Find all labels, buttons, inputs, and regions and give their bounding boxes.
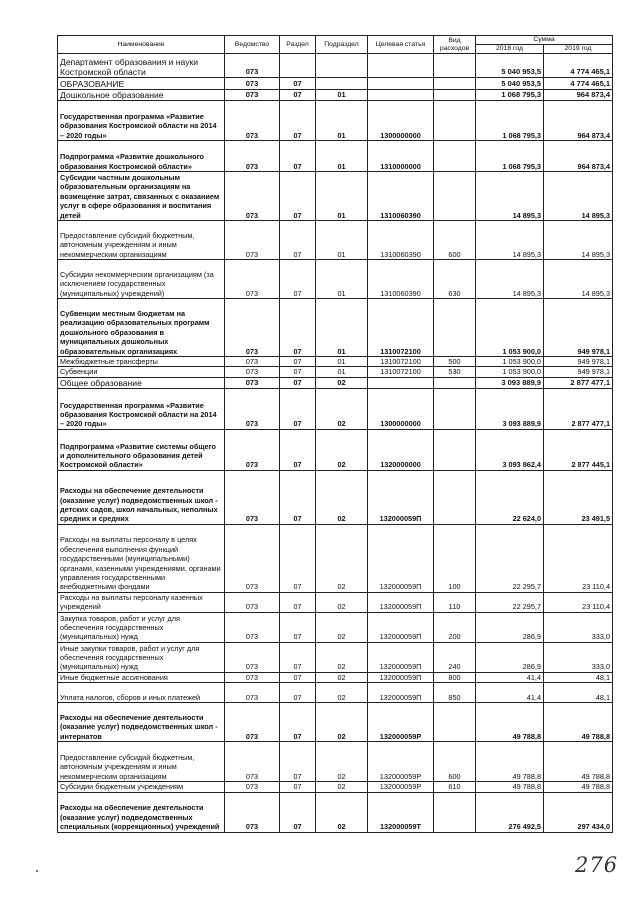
cell-raz: 07 [280,101,316,141]
cell-s2018: 3 093 889,9 [476,377,544,388]
cell-vr [434,377,476,388]
cell-cs: 1300000000 [368,388,434,429]
header-name: Наименование [58,36,225,54]
cell-vr: 850 [434,683,476,703]
cell-name: Государственная программа «Развитие образования Костромской области на 2014 – 2020 годы» [58,388,225,429]
cell-s2018: 3 093 889,9 [476,388,544,429]
cell-raz: 07 [280,470,316,524]
cell-s2019: 2 877 477,1 [544,388,613,429]
cell-s2018: 22 295,7 [476,524,544,592]
cell-vr [434,141,476,172]
cell-vr: 100 [434,524,476,592]
cell-cs [368,54,434,78]
cell-raz: 07 [280,388,316,429]
cell-name: Государственная программа «Развитие образования Костромской области на 2014 – 2020 годы» [58,101,225,141]
cell-raz: 07 [280,377,316,388]
cell-cs [368,377,434,388]
table-row [58,172,613,221]
cell-cs: 1310060390 [368,221,434,260]
table-row [58,470,613,524]
cell-vr [434,388,476,429]
cell-pod: 02 [316,672,368,682]
cell-s2018: 5 040 953,5 [476,54,544,78]
table-body [58,54,613,833]
cell-pod: 02 [316,470,368,524]
cell-ved: 073 [225,357,280,367]
cell-pod: 02 [316,429,368,470]
cell-vr [434,703,476,742]
cell-cs: 132000059П [368,524,434,592]
header-sum: Сумма [476,36,613,45]
cell-s2018: 1 053 900,0 [476,357,544,367]
cell-s2018: 286,9 [476,612,544,642]
cell-name: Общее образование [58,377,225,388]
cell-ved: 073 [225,742,280,782]
table-row [58,388,613,429]
table-row [58,78,613,90]
page-number: 276 [575,853,619,877]
cell-vr [434,470,476,524]
cell-pod: 02 [316,592,368,612]
cell-ved: 073 [225,172,280,221]
cell-name: Расходы на выплаты персоналу в целях обеспечения выполнения функций государственными (муниципальными) органами, казенными учреждениями, органами управления государственными внебюджетными фондами [58,524,225,592]
cell-raz: 07 [280,782,316,792]
table-row [58,703,613,742]
cell-pod: 01 [316,357,368,367]
cell-name: Иные бюджетные ассигнования [58,672,225,682]
header-razdel: Раздел [280,36,316,54]
cell-raz: 07 [280,742,316,782]
cell-cs: 132000059Р [368,742,434,782]
cell-name: Расходы на обеспечение деятельности (оказание услуг) подведомственных школ - интернатов [58,703,225,742]
cell-vr: 600 [434,221,476,260]
cell-vr: 110 [434,592,476,612]
cell-vr [434,429,476,470]
cell-vr: 600 [434,742,476,782]
cell-s2018: 14 895,3 [476,260,544,299]
cell-cs: 1310060390 [368,260,434,299]
header-2018: 2018 год [476,45,544,54]
cell-cs: 1300000000 [368,101,434,141]
cell-ved: 073 [225,78,280,90]
cell-ved: 073 [225,388,280,429]
cell-s2019: 333,0 [544,642,613,672]
cell-cs: 132000059Р [368,703,434,742]
cell-name: Предоставление субсидий бюджетным, автономным учреждениям и иным некоммерческим организациям [58,742,225,782]
table-row [58,429,613,470]
cell-s2019: 14 895,3 [544,221,613,260]
cell-vr: 610 [434,782,476,792]
cell-cs: 132000059П [368,470,434,524]
cell-s2018: 5 040 953,5 [476,78,544,90]
cell-name: Субвенции местным бюджетам на реализацию образовательных программ дошкольного образования в муниципальных дошкольных образовательных организациях [58,299,225,357]
budget-sheet [57,35,613,833]
cell-vr: 200 [434,612,476,642]
cell-ved: 073 [225,90,280,101]
cell-pod: 02 [316,388,368,429]
cell-s2019: 23 110,4 [544,592,613,612]
table-row [58,357,613,367]
cell-s2019: 4 774 465,1 [544,54,613,78]
cell-s2019: 48,1 [544,672,613,682]
cell-pod: 01 [316,90,368,101]
cell-pod: 02 [316,683,368,703]
cell-s2018: 49 788,8 [476,742,544,782]
cell-ved: 073 [225,260,280,299]
cell-ved: 073 [225,672,280,682]
cell-s2018: 286,9 [476,642,544,672]
cell-pod: 01 [316,172,368,221]
cell-pod [316,54,368,78]
cell-s2018: 3 093 862,4 [476,429,544,470]
cell-name: Расходы на обеспечение деятельности (оказание услуг) подведомственных школ - детских садов, школ начальных, неполных средних и средних [58,470,225,524]
cell-pod: 01 [316,101,368,141]
header-vid: Вид расходов [434,36,476,54]
cell-raz: 07 [280,612,316,642]
cell-raz: 07 [280,78,316,90]
scan-dot [36,870,38,872]
cell-cs [368,90,434,101]
cell-name: Предоставление субсидий бюджетным, автономным учреждениям и иным некоммерческим организациям [58,221,225,260]
cell-cs: 1310072100 [368,299,434,357]
cell-name: Уплата налогов, сборов и иных платежей [58,683,225,703]
table-row [58,299,613,357]
cell-ved: 073 [225,524,280,592]
table-header [58,36,613,54]
cell-pod: 01 [316,260,368,299]
budget-table [57,35,613,833]
cell-s2018: 1 068 795,3 [476,90,544,101]
cell-raz: 07 [280,672,316,682]
cell-s2019: 964 873,4 [544,141,613,172]
cell-ved: 073 [225,683,280,703]
cell-s2019: 2 877 445,1 [544,429,613,470]
cell-ved: 073 [225,612,280,642]
cell-s2019: 48,1 [544,683,613,703]
cell-s2018: 49 788,8 [476,703,544,742]
cell-s2018: 41,4 [476,683,544,703]
cell-cs: 1310072100 [368,357,434,367]
cell-cs: 132000059П [368,642,434,672]
cell-s2019: 949 978,1 [544,367,613,377]
cell-ved: 073 [225,367,280,377]
cell-ved: 073 [225,141,280,172]
cell-pod: 01 [316,221,368,260]
cell-cs: 132000059П [368,683,434,703]
cell-cs: 1310072100 [368,367,434,377]
cell-name: Субсидии некоммерческим организациям (за исключением государственных (муниципальных) учреждений) [58,260,225,299]
table-row [58,377,613,388]
cell-pod: 02 [316,642,368,672]
cell-s2018: 22 624,0 [476,470,544,524]
table-row [58,90,613,101]
cell-ved: 073 [225,592,280,612]
cell-s2019: 23 491,5 [544,470,613,524]
header-podrazdel: Подраздел [316,36,368,54]
cell-ved: 073 [225,377,280,388]
cell-vr [434,78,476,90]
table-row [58,101,613,141]
table-row [58,642,613,672]
table-row [58,221,613,260]
table-row [58,141,613,172]
cell-vr: 630 [434,260,476,299]
cell-name: Подпрограмма «Развитие дошкольного образования Костромской области» [58,141,225,172]
cell-s2018: 1 068 795,3 [476,101,544,141]
cell-pod: 02 [316,792,368,832]
cell-s2018: 22 295,7 [476,592,544,612]
cell-name: Дошкольное образование [58,90,225,101]
cell-ved: 073 [225,299,280,357]
cell-ved: 073 [225,792,280,832]
cell-raz: 07 [280,683,316,703]
table-row [58,54,613,78]
cell-ved: 073 [225,470,280,524]
cell-ved: 073 [225,429,280,470]
cell-s2019: 949 978,1 [544,357,613,367]
cell-s2018: 49 788,8 [476,782,544,792]
cell-raz: 07 [280,524,316,592]
cell-raz: 07 [280,429,316,470]
cell-s2019: 2 877 477,1 [544,377,613,388]
cell-raz [280,54,316,78]
cell-cs: 132000059Т [368,792,434,832]
header-2019: 2019 год [544,45,613,54]
cell-s2019: 964 873,4 [544,101,613,141]
cell-name: Расходы на обеспечение деятельности (оказание услуг) подведомственных специальных (коррекционных) учреждений [58,792,225,832]
cell-pod [316,78,368,90]
cell-name: Межбюджетные трансферты [58,357,225,367]
cell-name: Субвенции [58,367,225,377]
cell-ved: 073 [225,703,280,742]
cell-cs: 132000059П [368,592,434,612]
cell-raz: 07 [280,172,316,221]
table-row [58,524,613,592]
cell-s2019: 14 895,3 [544,260,613,299]
cell-pod: 01 [316,141,368,172]
table-row [58,792,613,832]
cell-raz: 07 [280,703,316,742]
table-row [58,782,613,792]
cell-name: Расходы на выплаты персоналу казенных учреждений [58,592,225,612]
cell-s2019: 4 774 465,1 [544,78,613,90]
cell-name: Закупка товаров, работ и услуг для обеспечения государственных (муниципальных) нужд [58,612,225,642]
cell-vr [434,90,476,101]
cell-pod: 01 [316,299,368,357]
table-row [58,592,613,612]
cell-s2018: 41,4 [476,672,544,682]
cell-pod: 02 [316,742,368,782]
table-row [58,367,613,377]
table-row [58,742,613,782]
cell-vr: 500 [434,357,476,367]
cell-name: Департамент образования и науки Костромской области [58,54,225,78]
cell-s2019: 964 873,4 [544,90,613,101]
cell-raz: 07 [280,221,316,260]
cell-ved: 073 [225,54,280,78]
cell-vr [434,172,476,221]
cell-s2019: 949 978,1 [544,299,613,357]
cell-pod: 02 [316,524,368,592]
cell-name: Субсидии бюджетным учреждениям [58,782,225,792]
cell-vr [434,792,476,832]
cell-vr: 530 [434,367,476,377]
cell-raz: 07 [280,642,316,672]
cell-s2018: 1 053 900,0 [476,299,544,357]
cell-ved: 073 [225,221,280,260]
cell-s2019: 333,0 [544,612,613,642]
cell-pod: 01 [316,367,368,377]
cell-s2018: 14 895,3 [476,221,544,260]
cell-raz: 07 [280,90,316,101]
cell-raz: 07 [280,260,316,299]
cell-s2018: 1 068 795,3 [476,141,544,172]
cell-raz: 07 [280,792,316,832]
table-row [58,260,613,299]
cell-raz: 07 [280,141,316,172]
cell-s2018: 14 895,3 [476,172,544,221]
cell-pod: 02 [316,782,368,792]
cell-pod: 02 [316,703,368,742]
cell-s2018: 276 492,5 [476,792,544,832]
cell-vr: 240 [434,642,476,672]
cell-s2019: 297 434,0 [544,792,613,832]
cell-s2019: 14 895,3 [544,172,613,221]
cell-raz: 07 [280,299,316,357]
table-row [58,683,613,703]
cell-cs: 1310060390 [368,172,434,221]
cell-vr [434,299,476,357]
cell-s2018: 1 053 900,0 [476,367,544,377]
cell-raz: 07 [280,592,316,612]
cell-raz: 07 [280,367,316,377]
cell-s2019: 49 788,8 [544,742,613,782]
cell-ved: 073 [225,642,280,672]
header-vedomstvo: Ведомство [225,36,280,54]
cell-vr [434,101,476,141]
cell-cs: 1310000000 [368,141,434,172]
cell-name: Подпрограмма «Развитие системы общего и дополнительного образования детей Костромской области» [58,429,225,470]
cell-pod: 02 [316,612,368,642]
cell-cs: 132000059Р [368,782,434,792]
cell-vr [434,54,476,78]
header-target: Целевая статья [368,36,434,54]
cell-s2019: 49 788,8 [544,782,613,792]
cell-ved: 073 [225,782,280,792]
cell-raz: 07 [280,357,316,367]
cell-cs: 1320000000 [368,429,434,470]
cell-name: Иные закупки товаров, работ и услуг для обеспечения государственных (муниципальных) нужд [58,642,225,672]
cell-ved: 073 [225,101,280,141]
cell-s2019: 23 110,4 [544,524,613,592]
cell-name: ОБРАЗОВАНИЕ [58,78,225,90]
table-row [58,672,613,682]
cell-pod: 02 [316,377,368,388]
cell-s2019: 49 788,8 [544,703,613,742]
cell-cs [368,78,434,90]
cell-cs: 132000059П [368,672,434,682]
table-row [58,612,613,642]
cell-cs: 132000059П [368,612,434,642]
cell-vr: 800 [434,672,476,682]
cell-name: Субсидии частным дошкольным образовательным организациям на возмещение затрат, связанных с оказанием услуг в сфере образования и воспитания детей [58,172,225,221]
